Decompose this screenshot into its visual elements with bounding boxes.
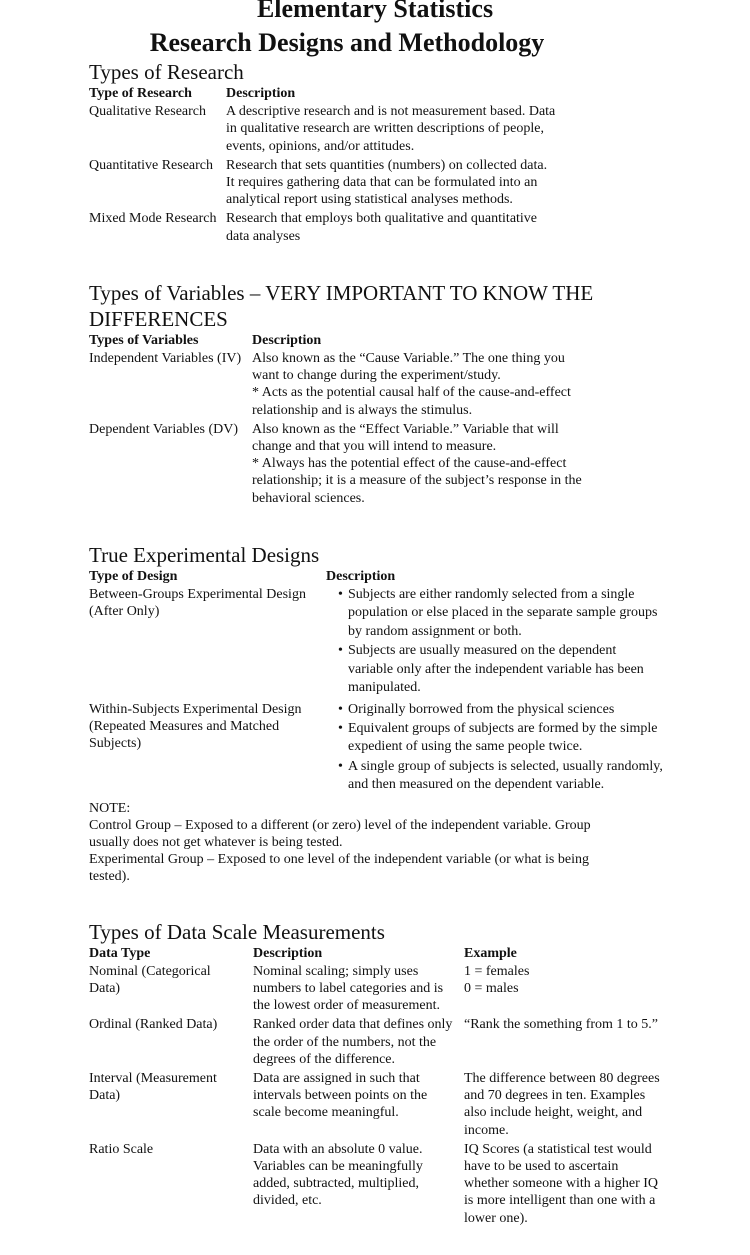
design-bullet-list bbox=[326, 586, 664, 697]
table-row bbox=[89, 350, 594, 421]
scale-example: 0 = males bbox=[464, 980, 519, 996]
list-item: • Subjects are usually measured on the dependent variable only after the independent variable has been manipulated. bbox=[326, 642, 664, 697]
scale-example: IQ Scores (a statistical test would have to be used to ascertain whether someone with a higher IQ is more intelligent than one with a lower one). bbox=[464, 1141, 658, 1226]
scale-example: 1 = females bbox=[464, 963, 530, 979]
research-table bbox=[89, 85, 559, 247]
designs-section bbox=[89, 542, 689, 886]
research-description: Research that employs both qualitative and quantitative data analyses bbox=[226, 211, 538, 244]
variable-note: * Always has the potential effect of the cause-and-effect relationship; it is a measure of the subject’s response in the behavioral sciences. bbox=[252, 456, 582, 506]
scales-section bbox=[89, 919, 689, 1229]
list-item: • Subjects are either randomly selected from a single population or else placed in the separate sample groups by random assignment or both. bbox=[326, 586, 664, 641]
research-description: A descriptive research and is not measurement based. Data in qualitative research are written descriptions of people, events, opinions, and/or attitudes. bbox=[226, 104, 556, 154]
variables-section bbox=[89, 280, 689, 509]
scales-header-example: Example bbox=[464, 945, 517, 961]
research-type: Qualitative Research bbox=[89, 104, 207, 120]
variables-header-type: Types of Variables bbox=[89, 332, 199, 348]
scale-description: Data with an absolute 0 value. Variables can be meaningfully added, subtracted, multiplied, divided, etc. bbox=[253, 1141, 423, 1209]
list-item: • A single group of subjects is selected, usually randomly, and then measured on the dependent variable. bbox=[326, 758, 664, 795]
research-heading: Types of Research bbox=[89, 60, 244, 84]
research-header-type: Type of Research bbox=[89, 86, 192, 101]
table-row bbox=[89, 103, 559, 157]
design-type: Between-Groups Experimental Design (After Only) bbox=[89, 587, 306, 620]
document-title: Elementary Statistics bbox=[256, 0, 494, 23]
variable-note: * Acts as the potential causal half of the cause-and-effect relationship and is always the stimulus. bbox=[252, 385, 571, 418]
research-type: Mixed Mode Research bbox=[89, 211, 217, 227]
note-label: NOTE: bbox=[89, 800, 131, 816]
scale-example: The difference between 80 degrees and 70 degrees in ten. Examples also include height, weight, and income. bbox=[464, 1070, 660, 1138]
note-control-group: Control Group – Exposed to a different (or zero) level of the independent variable. Group usually does not get whatever is being tested. bbox=[89, 817, 591, 850]
list-item: • Originally borrowed from the physical sciences bbox=[326, 701, 664, 719]
scale-type: Ordinal (Ranked Data) bbox=[89, 1017, 218, 1033]
note-experimental-group: Experimental Group – Exposed to one level of the independent variable (or what is being tested). bbox=[89, 852, 589, 885]
variable-description: Also known as the “Effect Variable.” Variable that will change and that you will intend to measure. bbox=[252, 421, 559, 455]
variables-table bbox=[89, 332, 594, 509]
design-type: Within-Subjects Experimental Design (Repeated Measures and Matched Subjects) bbox=[89, 701, 302, 751]
scale-description: Data are assigned in such that intervals between points on the scale become meaningful. bbox=[253, 1070, 428, 1121]
table-row bbox=[89, 701, 664, 798]
research-header-description: Description bbox=[226, 86, 296, 101]
research-description: Research that sets quantities (numbers) on collected data. It requires gathering data that can be formulated into an analytical report using statistical analyses methods. bbox=[226, 157, 548, 208]
table-row bbox=[89, 586, 664, 700]
research-section bbox=[89, 59, 689, 247]
variable-type: Independent Variables (IV) bbox=[89, 351, 242, 367]
scale-type: Ratio Scale bbox=[89, 1141, 154, 1157]
table-row bbox=[89, 963, 661, 1017]
scale-type: Nominal (Categorical Data) bbox=[89, 963, 211, 996]
design-note bbox=[89, 800, 629, 886]
scale-type: Interval (Measurement Data) bbox=[89, 1070, 217, 1104]
design-bullet-list bbox=[326, 701, 664, 795]
table-row bbox=[89, 1070, 661, 1141]
designs-heading: True Experimental Designs bbox=[89, 542, 320, 567]
scale-description: Nominal scaling; simply uses numbers to label categories and is the lowest order of measurement. bbox=[253, 963, 444, 1014]
document-subtitle: Research Designs and Methodology bbox=[149, 28, 545, 57]
variable-type: Dependent Variables (DV) bbox=[89, 421, 239, 437]
research-type: Quantitative Research bbox=[89, 157, 214, 173]
scale-description: Ranked order data that defines only the order of the numbers, not the degrees of the difference. bbox=[253, 1017, 453, 1067]
scales-header-description: Description bbox=[253, 945, 323, 961]
variables-heading: Types of Variables – VERY IMPORTANT TO KNOW THE DIFFERENCES bbox=[89, 280, 594, 331]
designs-table bbox=[89, 568, 664, 798]
scales-header-type: Data Type bbox=[89, 945, 151, 961]
document-body bbox=[89, 59, 689, 1229]
scale-example: “Rank the something from 1 to 5.” bbox=[464, 1017, 659, 1033]
variables-header-description: Description bbox=[252, 332, 322, 348]
table-row bbox=[89, 157, 559, 211]
table-row bbox=[89, 421, 594, 509]
scales-table bbox=[89, 945, 661, 1229]
scales-heading: Types of Data Scale Measurements bbox=[89, 919, 385, 944]
list-item: • Equivalent groups of subjects are formed by the simple expedient of using the same people twice. bbox=[326, 720, 664, 757]
designs-header-description: Description bbox=[326, 568, 396, 584]
variable-description: Also known as the “Cause Variable.” The one thing you want to change during the experiment/study. bbox=[252, 351, 565, 384]
table-row bbox=[89, 1016, 661, 1070]
table-row bbox=[89, 210, 559, 246]
designs-header-type: Type of Design bbox=[89, 568, 178, 584]
table-row bbox=[89, 1141, 661, 1229]
